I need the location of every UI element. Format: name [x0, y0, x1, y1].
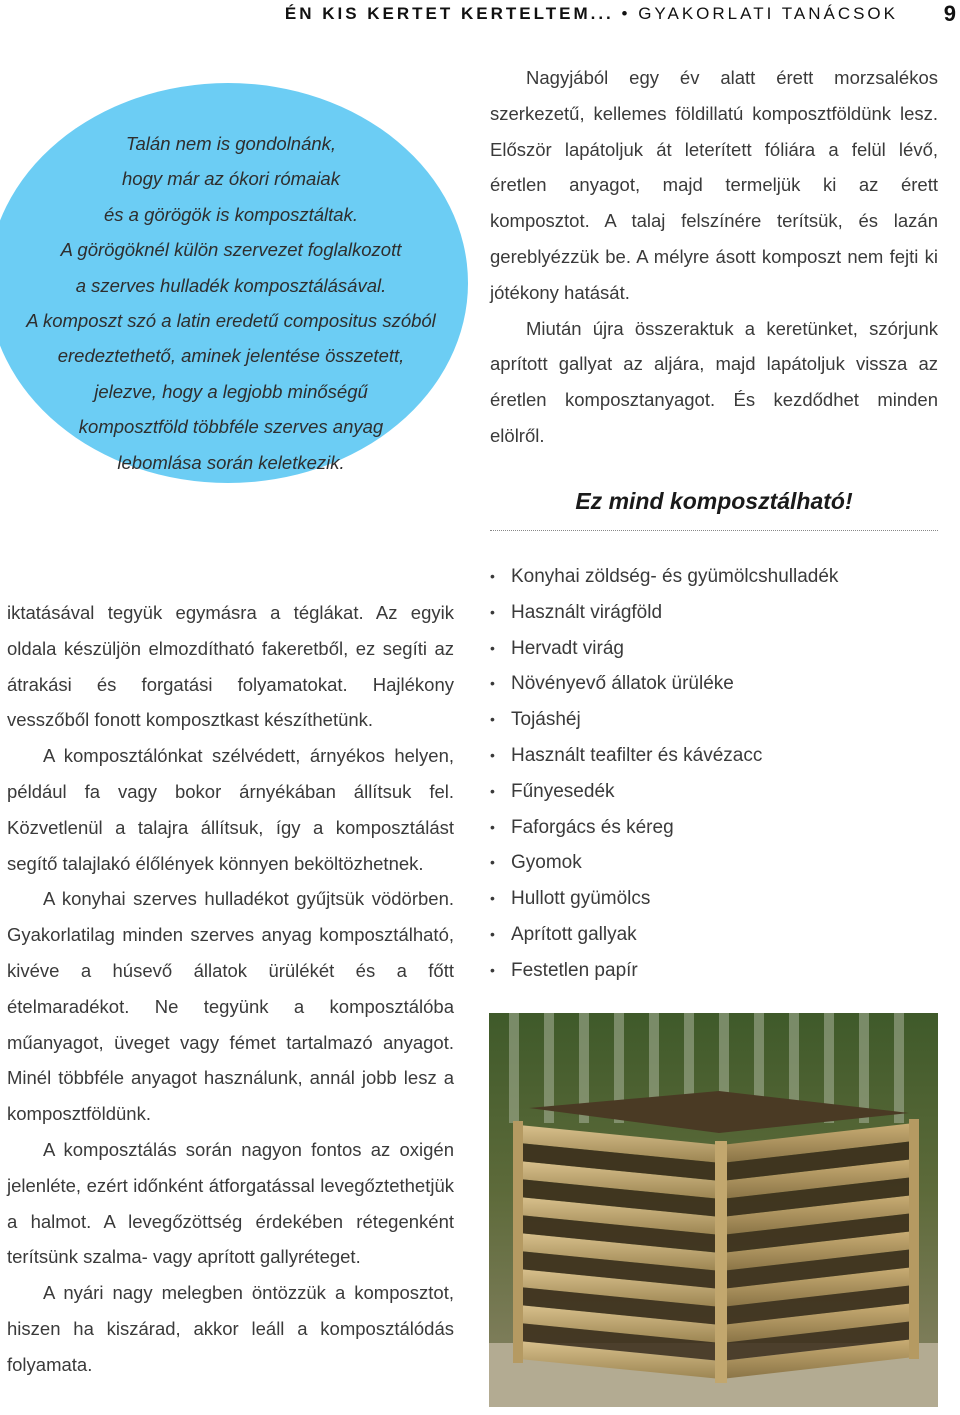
list-item — [490, 631, 838, 667]
list-item-label: Faforgács és kéreg — [511, 816, 674, 838]
bullet-icon: • — [490, 568, 495, 584]
list-item-label: Festetlen papír — [511, 959, 638, 981]
header-separator: • — [621, 4, 631, 23]
body-paragraph: Miután újra összeraktuk a keretünket, szórjunk aprított gallyat az aljára, majd lapátoljuk vissza az éretlen komposztanyagot. És kezdődhet minden elölről. — [490, 317, 938, 446]
bullet-icon: • — [490, 711, 495, 728]
list-item — [490, 810, 838, 846]
right-column-text — [490, 60, 938, 454]
list-item-label: Hervadt virág — [511, 637, 624, 659]
circle-line: A komposzt szó a latin eredetű compositus szóból — [26, 310, 436, 332]
list-item — [490, 774, 838, 810]
list-heading: Ez mind komposztálható! — [575, 488, 853, 514]
divider — [490, 530, 938, 531]
list-item-label: Aprított gallyak — [511, 923, 637, 945]
list-item-label: Gyomok — [511, 852, 582, 874]
header-subtitle: GYAKORLATI TANÁCSOK — [638, 4, 898, 23]
list-item-label: Konyhai zöldség- és gyümölcshulladék — [511, 566, 839, 587]
body-paragraph: iktatásával tegyük egymásra a téglákat. Az egyik oldala készüljön elmozdítható fakeretből, ez segíti az átrakási és forgatási folyamatokat. Hajlékony vesszőből fonott komposztkast készíthetünk. — [7, 602, 454, 731]
compost-bin-photo — [489, 1013, 938, 1407]
bullet-icon: • — [490, 961, 495, 978]
info-circle-text — [0, 126, 462, 480]
compost-bin-illustration — [489, 1013, 938, 1407]
list-item — [490, 738, 838, 774]
body-paragraph: A komposztálás során nagyon fontos az oxigén jelenléte, ezért időnként átforgatással levegőztethetjük a halmot. A levegőzöttség érdekében rétegenként terítsünk szalma- vagy aprított gallyréteget. — [7, 1138, 454, 1268]
page-header — [0, 0, 960, 30]
bullet-icon: • — [490, 890, 495, 907]
list-item-label: Tojáshéj — [511, 709, 581, 731]
body-paragraph: A nyári nagy melegben öntözzük a komposztot, hiszen ha kiszárad, akkor leáll a komposztálódás folyamata. — [7, 1282, 454, 1375]
body-paragraph: A konyhai szerves hulladékot gyűjtsük vödörben. Gyakorlatilag minden szerves anyag komposztálható, kivéve a húsevő állatok ürülékét és a főtt ételmaradékot. Ne tegyünk a komposztálóba műanyagot, üveget vagy fémet tartalmazó anyagot. Minél többféle anyagot használunk, annál jobb lesz a komposztföldünk. — [7, 888, 454, 1125]
left-column-text — [7, 595, 454, 1383]
list-item-label: Fűnyesedék — [511, 780, 615, 802]
list-item — [490, 845, 838, 881]
bullet-icon: • — [490, 746, 495, 763]
body-paragraph: Nagyjából egy év alatt érett morzsalékos szerkezetű, kellemes földillatú komposztföldünk lesz. Először lapátoljuk át leterített fóliára a felül lévő, éretlen anyagot, majd termeljük ki az érett komposztot. A talaj felszínére terítsük, és lazán gereblyézzük be. A mélyre ásott komposzt nem fejti ki jótékony hatását. — [490, 67, 938, 303]
circle-line: Talán nem is gondolnánk, — [125, 133, 337, 154]
circle-line: komposztföld többféle szerves anyag — [78, 416, 384, 438]
bullet-icon: • — [490, 854, 495, 871]
list-item — [490, 953, 838, 989]
circle-line: jelezve, hogy a legjobb minőségű — [94, 380, 368, 402]
circle-line: hogy már az ókori rómaiak — [122, 168, 340, 190]
list-item-label: Növényevő állatok ürüléke — [511, 673, 734, 695]
running-header — [285, 4, 898, 24]
bullet-icon: • — [490, 603, 495, 620]
bullet-icon: • — [490, 818, 495, 835]
circle-line: lebomlása során keletkezik. — [117, 451, 345, 473]
list-item-label: Használt virágföld — [511, 601, 663, 623]
section-title: ÉN KIS KERTET KERTELTEM... — [284, 4, 614, 23]
compostable-list — [490, 559, 838, 989]
bullet-icon: • — [490, 639, 495, 656]
circle-line: és a görögök is komposztáltak. — [104, 203, 358, 225]
list-item — [490, 917, 838, 953]
list-item — [490, 666, 838, 702]
list-item — [490, 881, 838, 917]
bullet-icon: • — [490, 782, 495, 799]
list-item-label: Hullott gyümölcs — [511, 888, 651, 910]
list-item-label: Használt teafilter és kávézacc — [511, 744, 763, 766]
bullet-icon: • — [490, 675, 495, 692]
circle-line: eredeztethető, aminek jelentése összetett, — [57, 345, 405, 367]
body-paragraph: A komposztálónkat szélvédett, árnyékos helyen, például fa vagy bokor árnyékában állítsuk fel. Közvetlenül a talajra állítsuk, így a komposztálást segítő talajlakó élőlények könnyen beköltözhetnek. — [7, 745, 454, 874]
circle-line: a szerves hulladék komposztálásával. — [75, 274, 387, 296]
bullet-icon: • — [490, 925, 495, 942]
circle-line: A görögöknél külön szervezet foglalkozott — [60, 239, 402, 261]
page-number: 9 — [943, 1, 956, 26]
list-item — [490, 702, 838, 738]
list-item — [490, 595, 838, 631]
list-item — [490, 559, 838, 595]
